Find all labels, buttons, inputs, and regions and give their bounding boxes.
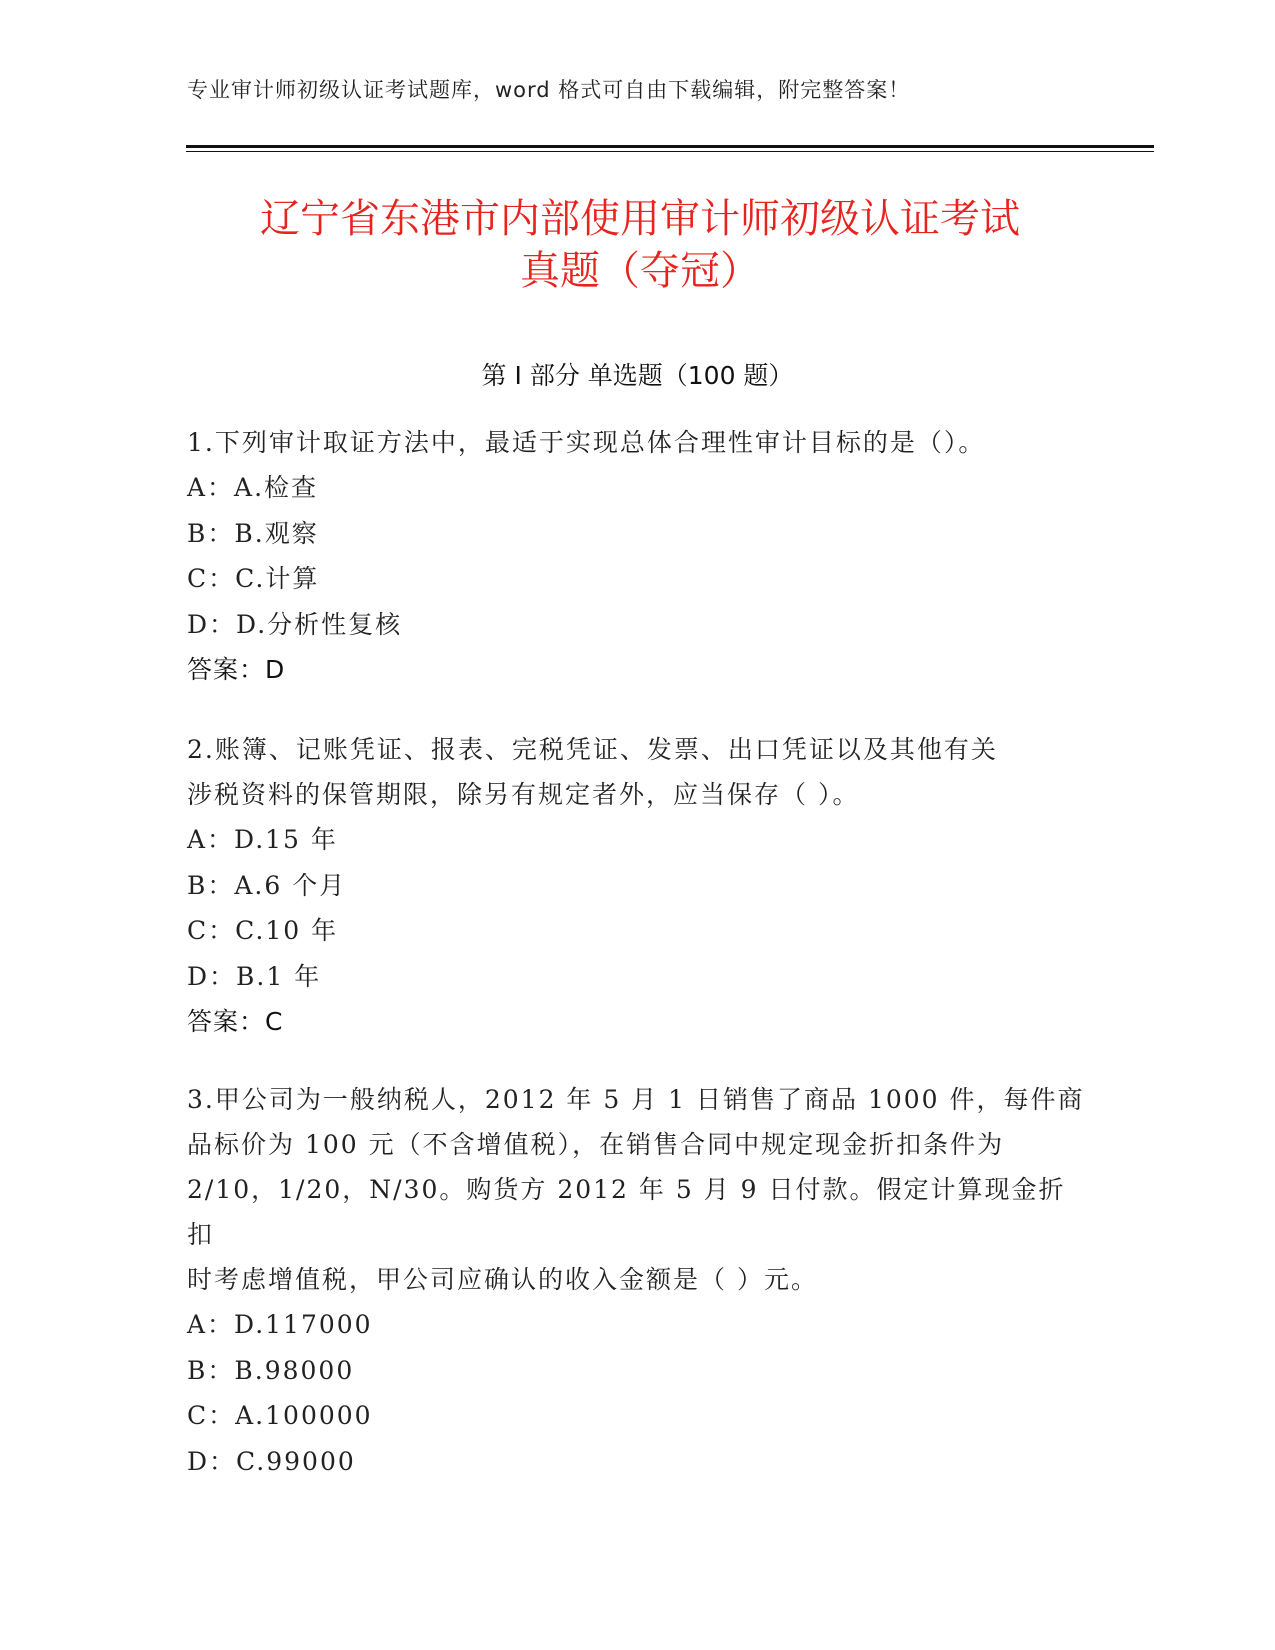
question-3-option-c: C：A.100000	[187, 1401, 373, 1430]
question-1-answer: 答案：D	[187, 655, 286, 684]
question-1-option-b: B：B.观察	[187, 518, 319, 548]
question-2-answer: 答案：C	[187, 1007, 284, 1036]
question-2-stem	[187, 727, 1087, 817]
question-3-stem	[187, 1077, 1087, 1302]
question-2-stem-line-1: 2.账簿、记账凭证、报表、完税凭证、发票、出口凭证以及其他有关	[187, 735, 998, 764]
question-3-option-a: A：D.117000	[187, 1310, 373, 1339]
question-1-option-c: C：C.计算	[187, 564, 320, 593]
question-2-stem-line-2: 涉税资料的保管期限，除另有规定者外，应当保存（ ）。	[187, 780, 860, 809]
question-2	[187, 727, 1087, 1044]
question-1-option-d: D：D.分析性复核	[187, 609, 403, 639]
question-3-stem-line-1: 3.甲公司为一般纳税人，2012 年 5 月 1 日销售了商品 1000 件，每件商	[187, 1085, 1085, 1114]
title-line-2: 真题（夺冠）	[520, 248, 760, 294]
question-1	[187, 420, 1087, 692]
question-2-option-b: B：A.6 个月	[187, 870, 347, 900]
title-line-1: 辽宁省东港市内部使用审计师初级认证考试	[260, 196, 1020, 242]
header-rule-thin	[186, 151, 1154, 152]
question-1-option-a: A：A.检查	[187, 473, 319, 502]
question-1-stem-line-1: 1.下列审计取证方法中，最适于实现总体合理性审计目标的是（）。	[187, 428, 986, 457]
question-3-option-d: D：C.99000	[187, 1446, 356, 1476]
question-3	[187, 1077, 1087, 1484]
question-2-option-a: A：D.15 年	[187, 825, 338, 854]
question-2-option-c: C：C.10 年	[187, 916, 339, 945]
question-3-option-b: B：B.98000	[187, 1355, 355, 1385]
question-3-stem-line-2: 品标价为 100 元（不含增值税），在销售合同中规定现金折扣条件为	[187, 1130, 1005, 1159]
question-1-stem	[187, 420, 1087, 465]
question-3-stem-line-3: 2/10，1/20，N/30。购货方 2012 年 5 月 9 日付款。假定计算现金折扣	[187, 1175, 1066, 1249]
question-2-option-d: D：B.1 年	[187, 961, 322, 991]
section-title: 第 I 部分 单选题（100 题）	[481, 361, 794, 390]
header-rule-thick	[186, 145, 1154, 148]
header-note: 专业审计师初级认证考试题库，word 格式可自由下载编辑，附完整答案！	[187, 78, 911, 102]
question-3-stem-line-4: 时考虑增值税，甲公司应确认的收入金额是（ ）元。	[187, 1265, 818, 1294]
document-title	[150, 193, 1130, 297]
